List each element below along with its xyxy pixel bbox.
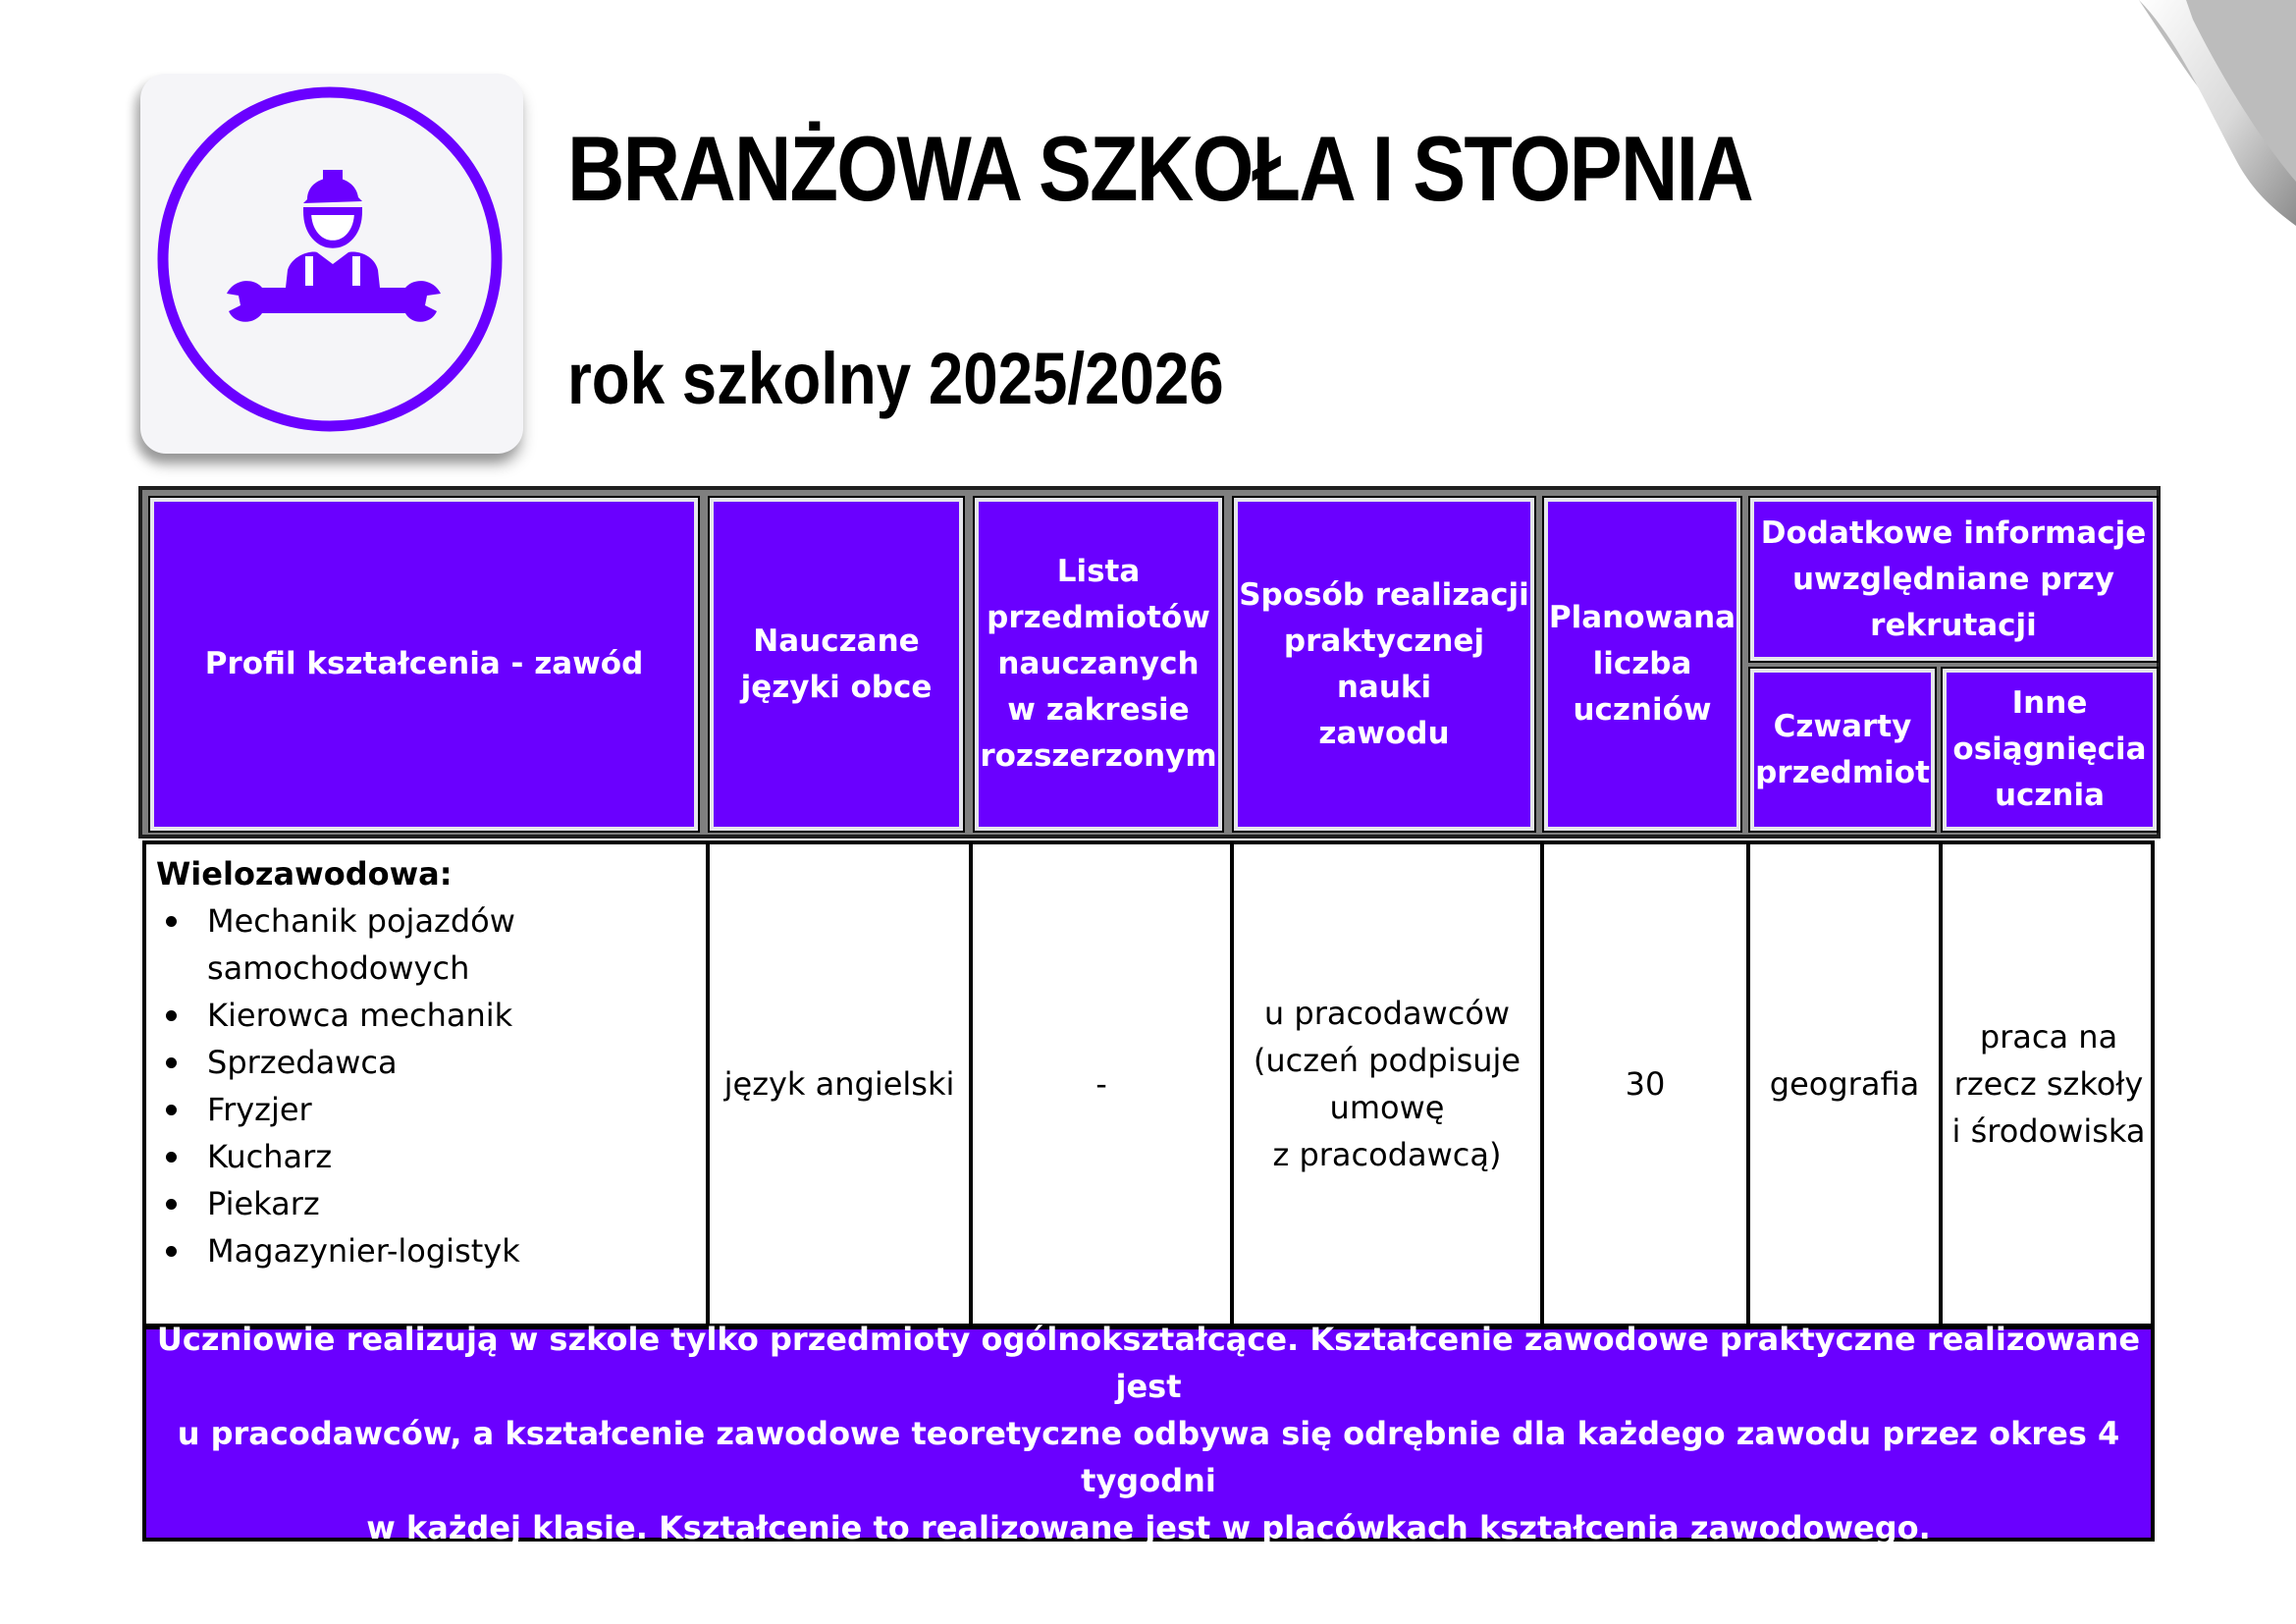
note-line: Uczniowie realizują w szkole tylko przedmioty ogólnokształcące. Kształcenie zawodowe praktyczne realizowane jest [156, 1321, 2141, 1405]
note-line: w każdej klasie. Kształcenie to realizowane jest w placówkach kształcenia zawodowego. [366, 1509, 1931, 1546]
table-row [142, 840, 2155, 1327]
header-planned: Planowana liczba uczniów [1544, 498, 1740, 831]
header-profile: Profil kształcenia - zawód [150, 498, 698, 831]
list-item: Kucharz [156, 1133, 529, 1180]
cell-extended-subjects: - [969, 844, 1230, 1324]
header-other-achievements: Inne osiągnięcia ucznia [1943, 669, 2157, 831]
header-practical: Sposób realizacji praktycznej nauki zawodu [1234, 498, 1534, 831]
page-curl-decoration [2139, 0, 2296, 226]
header-fourth-subject: Czwarty przedmiot [1750, 669, 1935, 831]
list-item: Mechanik pojazdów samochodowych [156, 897, 529, 992]
table-header [138, 486, 2161, 839]
note-line: u pracodawców, a kształcenie zawodowe teoretyczne odbywa się odrębnie dla każdego zawodu przez okres 4 tygodni [177, 1415, 2120, 1499]
header-extended-subjects: Lista przedmiotów nauczanych w zakresie rozszerzonym [975, 498, 1222, 831]
list-item: Sprzedawca [156, 1039, 529, 1086]
header-languages: Nauczane języki obce [710, 498, 963, 831]
mechanic-wrench-icon [140, 74, 523, 454]
school-year-subtitle: rok szkolny 2025/2026 [567, 338, 1224, 419]
list-item: Fryzjer [156, 1086, 529, 1133]
info-note [142, 1321, 2155, 1546]
header-additional: Dodatkowe informacje uwzględniane przy rekrutacji [1750, 498, 2157, 661]
page-title: BRANŻOWA SZKOŁA I STOPNIA [567, 117, 1753, 220]
profile-title: Wielozawodowa: [156, 855, 453, 893]
profession-list [156, 897, 529, 1274]
cell-profile [146, 844, 706, 1324]
cell-other-achievements: praca na rzecz szkoły i środowiska [1939, 844, 2155, 1324]
logo-card [140, 74, 523, 454]
cell-languages: język angielski [706, 844, 969, 1324]
cell-fourth-subject: geografia [1746, 844, 1939, 1324]
list-item: Magazynier-logistyk [156, 1227, 529, 1274]
list-item: Piekarz [156, 1180, 529, 1227]
cell-practical: u pracodawców (uczeń podpisuje umowę z pracodawcą) [1230, 844, 1540, 1324]
list-item: Kierowca mechanik [156, 992, 529, 1039]
cell-planned: 30 [1540, 844, 1746, 1324]
